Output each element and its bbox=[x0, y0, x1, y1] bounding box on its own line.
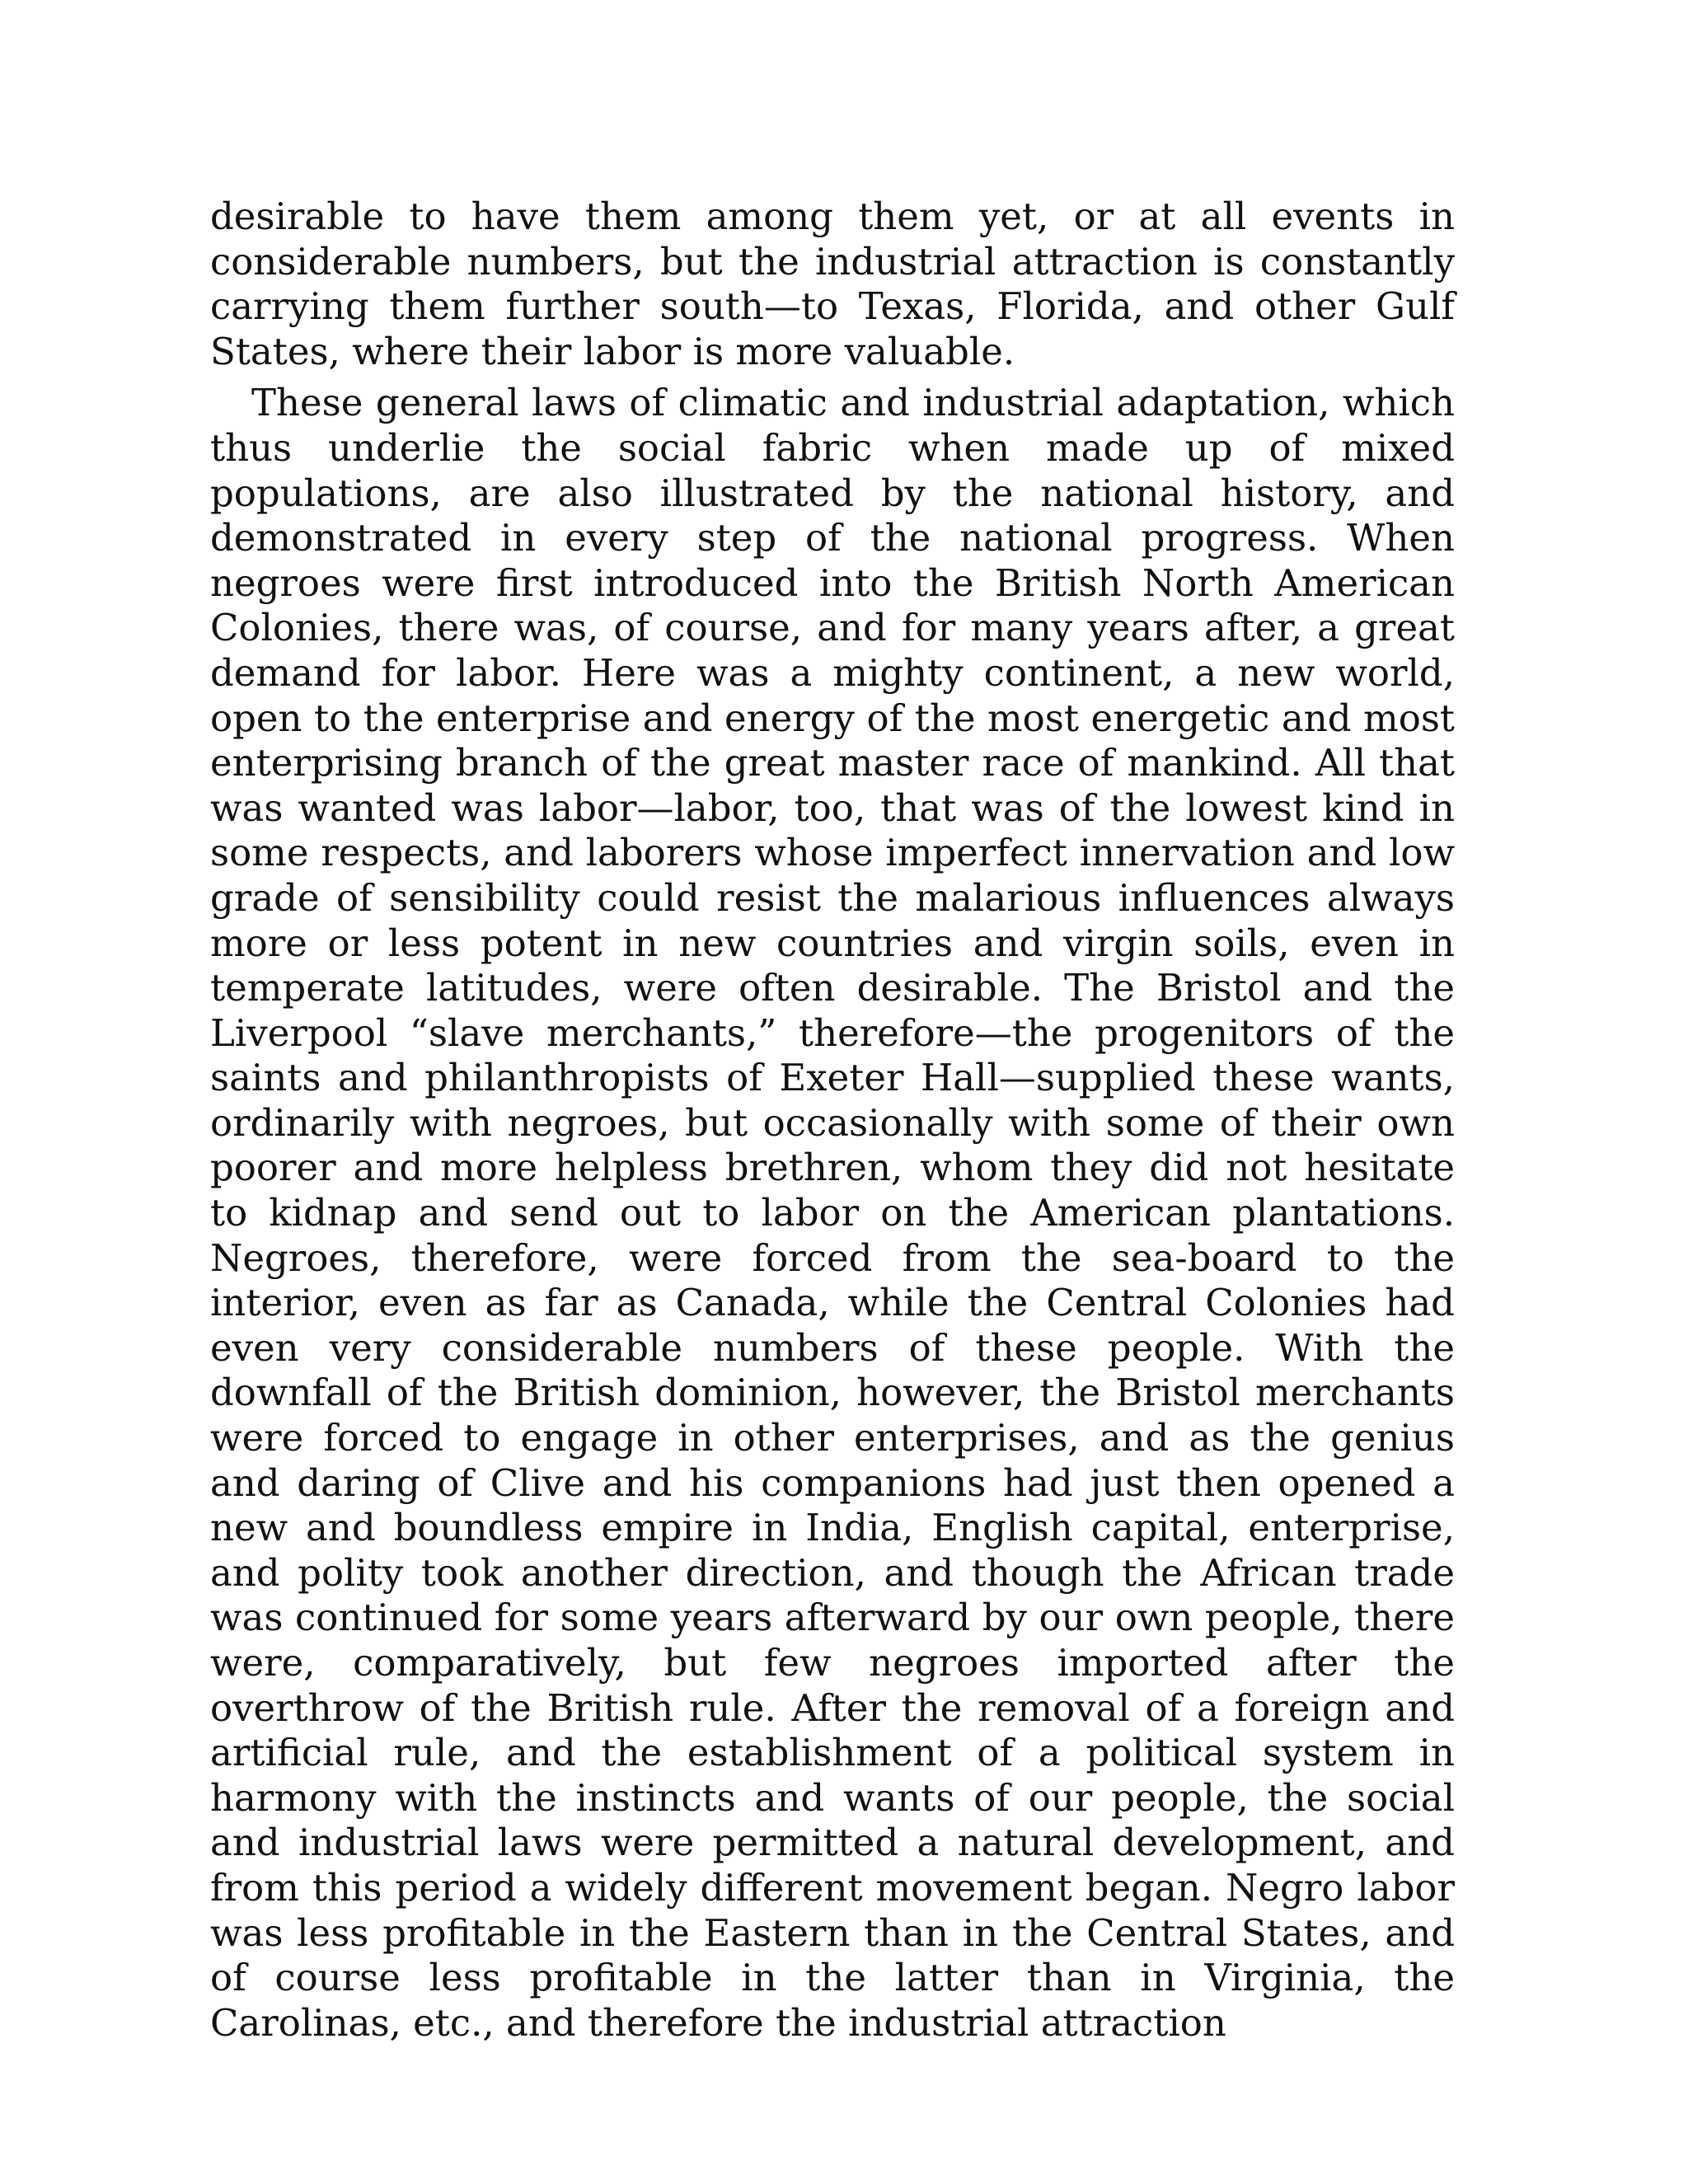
paragraph-climatic-laws: These general laws of climatic and industrial adaptation, which thus underlie the social fabric when made up of mixed populations, are also illustrated by the national history, and demonstrated in every step of the national progress. When negroes were first introduced into the British North American Colonies, there was, of course, and for many years after, a great demand for labor. Here was a mighty continent, a new world, open to the enterprise and energy of the most energetic and most enterprising branch of the great master race of mankind. All that was wanted was labor—labor, too, that was of the lowest kind in some respects, and laborers whose imperfect innervation and low grade of sensibility could resist the malarious influences always more or less potent in new countries and virgin soils, even in temperate latitudes, were often desirable. The Bristol and the Liverpool “slave merchants,” therefore—the progenitors of the saints and philanthropists of Exeter Hall—supplied these wants, ordinarily with negroes, but occasionally with some of their own poorer and more helpless brethren, whom they did not hesitate to kidnap and send out to labor on the American plantations. Negroes, therefore, were forced from the sea-board to the interior, even as far as Canada, while the Central Colonies had even very considerable numbers of these people. With the downfall of the British dominion, however, the Bristol merchants were forced to engage in other enterprises, and as the genius and daring of Clive and his companions had just then opened a new and boundless empire in India, English capital, enterprise, and polity took another direction, and though the African trade was continued for some years afterward by our own people, there were, comparatively, but few negroes imported after the overthrow of the British rule. After the removal of a foreign and artificial rule, and the establishment of a political system in harmony with the instincts and wants of our people, the social and industrial laws were permitted a natural development, and from this period a widely different movement began. Negro labor was less profitable in the Eastern than in the Central States, and of course less profitable in the latter than in Virginia, the Carolinas, etc., and therefore the industrial attraction bbox=[210, 381, 1455, 2045]
paragraph-continued: desirable to have them among them yet, or at all events in considerable numbers, but the industrial attraction is constantly carrying them further south—to Texas, Florida, and other Gulf States, where their labor is more valuable. bbox=[210, 194, 1455, 373]
document-page bbox=[210, 194, 1455, 2046]
